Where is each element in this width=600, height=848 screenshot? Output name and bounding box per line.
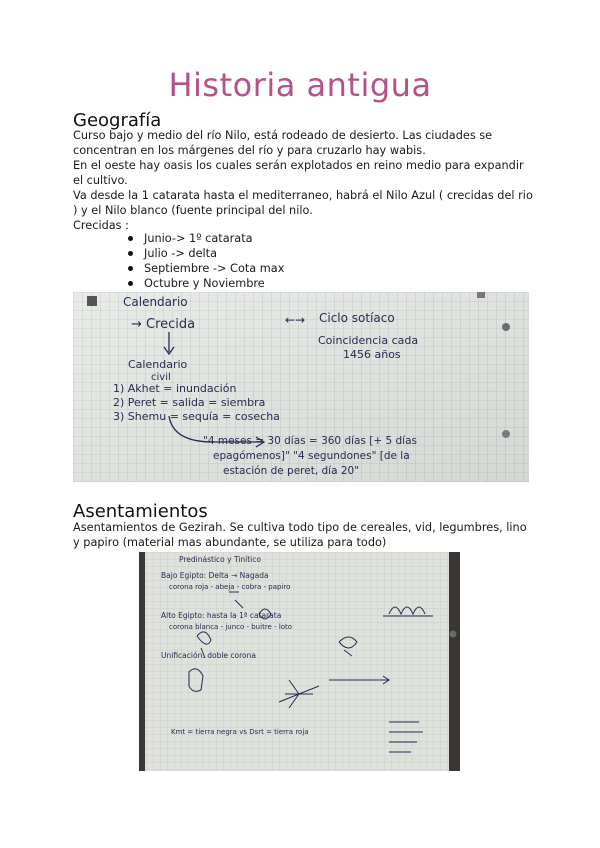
list-item: Octubre y Noviembre xyxy=(128,276,284,291)
handwritten-line: Predinástico y Tinítico xyxy=(179,555,261,564)
paragraph: Curso bajo y medio del río Nilo, está rodeado de desierto. Las ciudades se concentran en los márgenes del río y para cruzarlo hay wabis. xyxy=(73,129,493,157)
asentamientos-body xyxy=(73,520,533,550)
ring-binding-icon xyxy=(477,292,485,298)
handwritten-line: Coincidencia cada xyxy=(318,334,419,347)
section-heading-geografia: Geografía xyxy=(73,110,162,131)
paragraph: Va desde la 1 catarata hasta el mediterraneo, habrá el Nilo Azul ( crecidas del rio ) y el Nilo blanco (fuente principal del nilo. xyxy=(73,189,533,217)
handwritten-line: Ciclo sotíaco xyxy=(319,311,395,325)
handwritten-line: estación de peret, día 20" xyxy=(223,465,360,477)
notes-photo-canvas xyxy=(139,552,460,771)
paragraph: Asentamientos de Gezirah. Se cultiva todo tipo de cereales, vid, legumbres, lino y papiro (material mas abundante, se utiliza para todo) xyxy=(73,521,527,549)
handwritten-line: Alto Egipto: hasta la 1ª catarata xyxy=(161,611,282,620)
page-title: Historia antigua xyxy=(168,66,432,104)
list-item: Septiembre -> Cota max xyxy=(128,261,284,276)
handwritten-line: civil xyxy=(151,372,171,383)
handwritten-line: epagómenos]" "4 segundones" [de la xyxy=(213,450,410,462)
handwritten-line: 3) Shemu = sequía = cosecha xyxy=(113,410,280,423)
list-item: Junio-> 1º catarata xyxy=(128,231,284,246)
handwritten-line: 1) Akhet = inundación xyxy=(113,382,237,395)
list-item: Julio -> delta xyxy=(128,246,284,261)
handwritten-line: Bajo Egipto: Delta → Nagada xyxy=(161,571,269,580)
corner-mark-icon xyxy=(87,296,97,306)
handwritten-line: Unificación: doble corona xyxy=(161,651,256,660)
punch-hole-icon xyxy=(450,631,457,638)
handwritten-line: corona roja - abeja - cobra - papiro xyxy=(169,583,291,591)
handwritten-line: 1456 años xyxy=(343,348,401,361)
notes-photo-predinastico xyxy=(139,552,460,771)
crecidas-list xyxy=(128,231,284,291)
paragraph: En el oeste hay oasis los cuales serán explotados en reino medio para expandir el cultivo. xyxy=(73,159,524,187)
punch-hole-icon xyxy=(502,430,510,438)
handwritten-line: ←→ xyxy=(285,313,306,327)
handwritten-line: → Crecida xyxy=(131,317,196,332)
punch-hole-icon xyxy=(502,323,510,331)
handwritten-line: Kmt = tierra negra vs Dsrt = tierra roja xyxy=(171,728,309,736)
section-heading-asentamientos: Asentamientos xyxy=(73,501,208,522)
handwritten-line: Calendario xyxy=(128,358,188,371)
handwritten-line: "4 meses = 30 días = 360 días [+ 5 días xyxy=(203,435,418,447)
notes-photo-canvas xyxy=(73,292,529,482)
notes-photo-calendario xyxy=(73,292,529,482)
handwritten-line: Calendario xyxy=(123,295,188,309)
handwritten-line: 2) Peret = salida = siembra xyxy=(113,396,266,409)
paragraph: Crecidas : xyxy=(73,219,129,232)
geografia-body xyxy=(73,128,533,233)
handwritten-line: corona blanca - junco - buitre - loto xyxy=(169,623,293,631)
